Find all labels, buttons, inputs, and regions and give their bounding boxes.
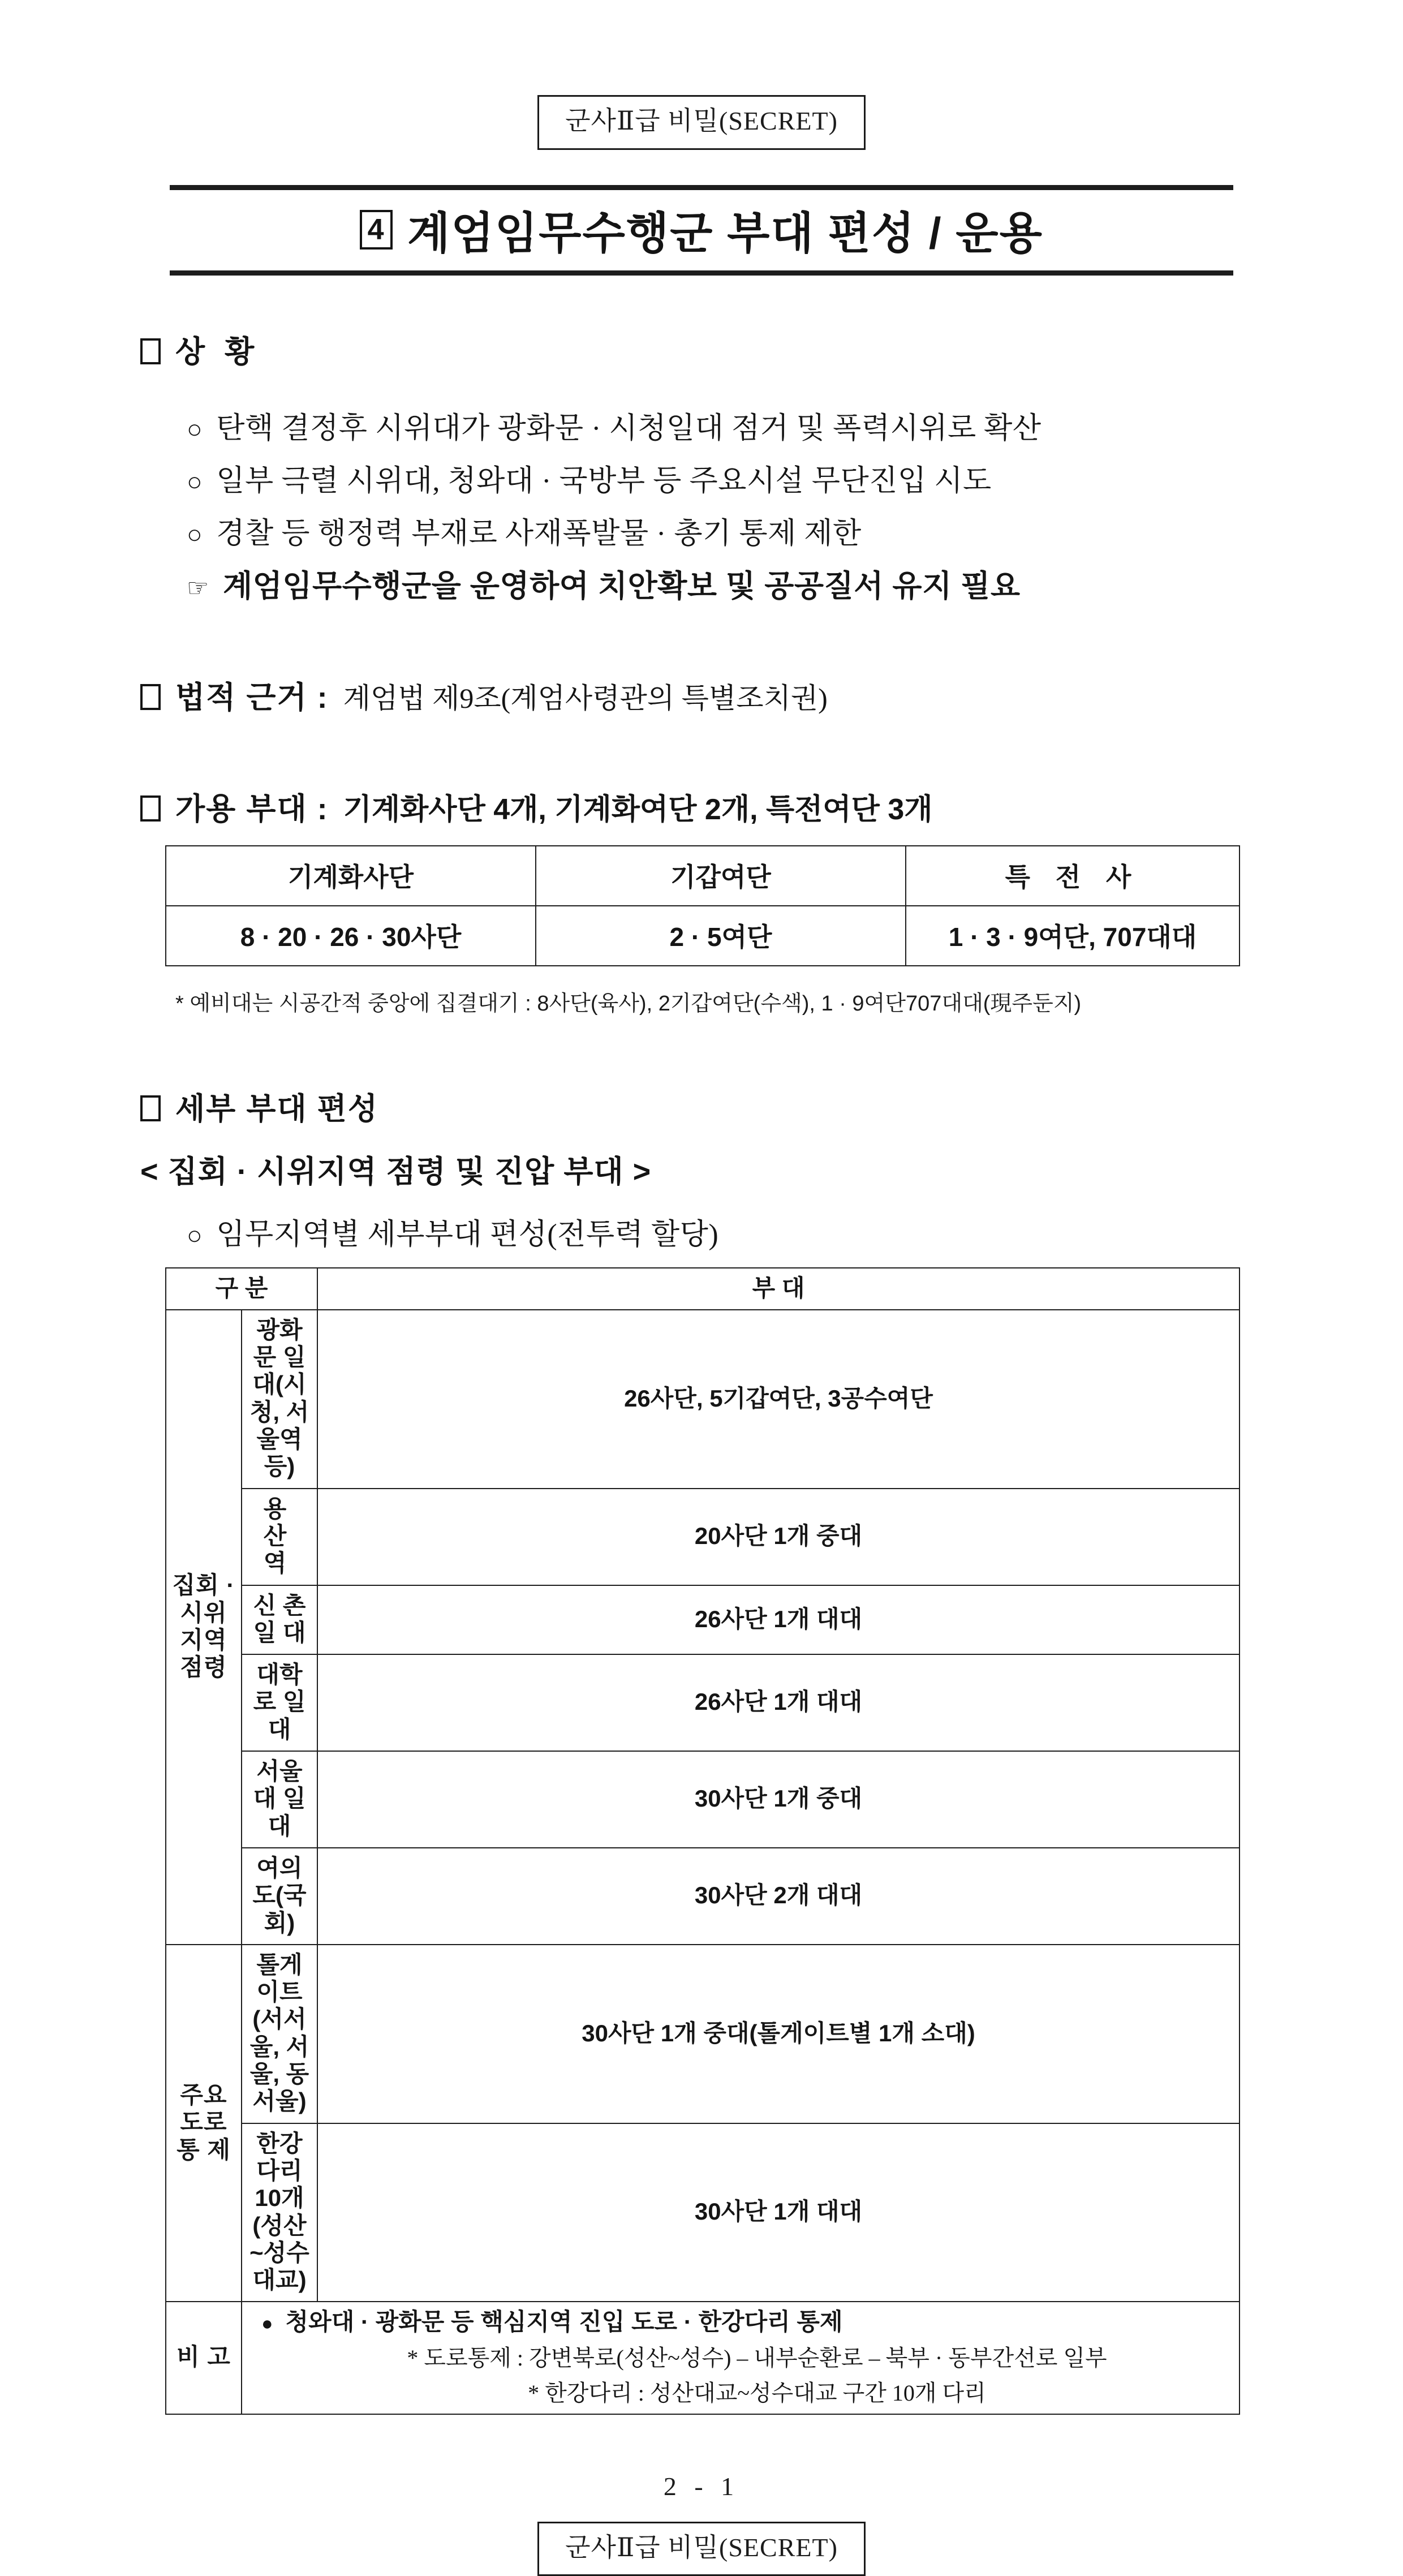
cell-unit: 26사단, 5기갑여단, 3공수여단 — [317, 1310, 1240, 1489]
situation-bullet-1 — [187, 404, 1403, 446]
table-row — [166, 1751, 1240, 1848]
cell-unit: 30사단 1개 대대 — [317, 2123, 1240, 2302]
page-title-text: 계엄임무수행군 부대 편성 / 운용 — [407, 208, 1043, 258]
cell-armored-brigade-units: 2 · 5여단 — [536, 906, 906, 966]
section-heading-detailed-organization — [140, 1085, 1403, 1128]
dot-bullet-icon: ● — [261, 2313, 273, 2335]
table-row — [166, 2123, 1240, 2302]
cell-area: 서울대 일대 — [242, 1751, 317, 1848]
circle-bullet-icon: ○ — [187, 414, 203, 444]
situation-conclusion — [187, 562, 1403, 605]
circle-bullet-icon: ○ — [187, 519, 203, 549]
section-number-box: 4 — [360, 210, 393, 250]
available-units-table — [165, 845, 1240, 966]
legal-basis-text: 계엄법 제9조(계엄사령관의 특별조치권) — [343, 682, 828, 714]
section-heading-available-units-label: 가용 부대 : — [175, 792, 329, 826]
cell-unit: 30사단 1개 중대 — [317, 1751, 1240, 1848]
table-row — [166, 1310, 1240, 1489]
circle-bullet-icon: ○ — [187, 1220, 203, 1250]
situation-bullet-2-text: 일부 극렬 시위대, 청와대 · 국방부 등 주요시설 무단진입 시도 — [216, 465, 992, 497]
table-row — [166, 906, 1240, 966]
square-bullet-icon — [140, 338, 161, 364]
cell-mech-division-units: 8 · 20 · 26 · 30사단 — [166, 906, 536, 966]
row-group-label-line1: 집회 · 시위 — [172, 1572, 235, 1626]
detailed-organization-bullet-text: 임무지역별 세부부대 편성(전투력 할당) — [216, 1218, 719, 1251]
column-header-category: 구 분 — [166, 1268, 317, 1310]
cell-area: 용 산 역 — [242, 1489, 317, 1585]
situation-conclusion-text: 계엄임무수행군을 운영하여 치안확보 및 공공질서 유지 필요 — [222, 569, 1021, 603]
section-heading-situation — [140, 328, 1403, 371]
table-row — [166, 1848, 1240, 1945]
remarks-bullet-text: 청와대 · 광화문 등 핵심지역 진입 도로 · 한강다리 통제 — [285, 2308, 843, 2336]
cell-area: 신 촌 일 대 — [242, 1585, 317, 1655]
row-group-label-line2: 통 제 — [177, 2136, 231, 2163]
square-bullet-icon — [140, 1095, 161, 1121]
table-row — [166, 1654, 1240, 1751]
available-units-footnote: * 예비대는 시공간적 중앙에 집결대기 : 8사단(육사), 2기갑여단(수색), 1 · 9여단707대대(現주둔지) — [175, 991, 1082, 1016]
document-page — [0, 95, 1403, 2562]
situation-bullet-2 — [187, 457, 1403, 499]
detailed-organization-subheading: < 집회 · 시위지역 점령 및 진압 부대 > — [140, 1154, 652, 1189]
column-header-armored-brigade: 기갑여단 — [536, 846, 906, 906]
cell-unit: 30사단 2개 대대 — [317, 1848, 1240, 1945]
row-group-label-line1: 주요도로 — [180, 2082, 227, 2136]
circle-bullet-icon: ○ — [187, 467, 203, 496]
page-title-block — [170, 185, 1233, 276]
available-units-summary: 기계화사단 4개, 기계화여단 2개, 특전여단 3개 — [343, 793, 933, 826]
section-heading-available-units — [140, 785, 1403, 828]
situation-bullet-1-text: 탄핵 결정후 시위대가 광화문 · 시청일대 점거 및 폭력시위로 확산 — [216, 412, 1042, 445]
section-heading-legal-basis-label: 법적 근거 : — [175, 680, 329, 715]
row-group-label-road-control — [166, 1945, 242, 2302]
cell-area: 여의도(국회) — [242, 1848, 317, 1945]
remarks-subline-2: * 한강다리 : 성산대교~성수대교 구간 10개 다리 — [528, 2380, 986, 2406]
classification-stamp-bottom-wrap — [0, 2522, 1403, 2576]
classification-stamp-top: 군사Ⅱ급 비밀(SECRET) — [537, 95, 866, 150]
remarks-subline-1: * 도로통제 : 강변북로(성산~성수) – 내부순환로 – 북부 · 동부간선로 일부 — [407, 2345, 1107, 2371]
square-bullet-icon — [140, 684, 161, 710]
cell-area: 광화문 일대(시청, 서울역 등) — [242, 1310, 317, 1489]
column-header-unit: 부 대 — [317, 1268, 1240, 1310]
row-group-label-assembly-protest — [166, 1310, 242, 1945]
cell-unit: 20사단 1개 중대 — [317, 1489, 1240, 1585]
column-header-mech-division: 기계화사단 — [166, 846, 536, 906]
row-group-label-line2: 지역 점령 — [180, 1626, 227, 1681]
detailed-organization-table — [165, 1267, 1240, 2415]
table-row-remarks — [166, 2302, 1240, 2414]
table-row — [166, 1585, 1240, 1655]
page-number: 2 - 1 — [663, 2471, 740, 2501]
cell-unit: 26사단 1개 대대 — [317, 1654, 1240, 1751]
cell-area: 톨게이트(서서울, 서울, 동서울) — [242, 1945, 317, 2123]
classification-stamp-top-wrap — [0, 95, 1403, 150]
situation-bullet-3 — [187, 509, 1403, 552]
square-bullet-icon — [140, 795, 161, 822]
cell-unit: 30사단 1개 중대(톨게이트별 1개 소대) — [317, 1945, 1240, 2123]
section-heading-legal-basis — [140, 673, 1403, 717]
cell-unit: 26사단 1개 대대 — [317, 1585, 1240, 1655]
row-group-label-remarks: 비 고 — [166, 2302, 242, 2414]
section-heading-detailed-organization-label: 세부 부대 편성 — [175, 1091, 378, 1126]
remarks-content — [242, 2302, 1240, 2414]
table-row — [166, 1945, 1240, 2123]
pointing-hand-icon: ☞ — [187, 574, 209, 602]
classification-stamp-bottom: 군사Ⅱ급 비밀(SECRET) — [537, 2522, 866, 2576]
remarks-bullet — [247, 2308, 1234, 2336]
cell-special-forces-units: 1 · 3 · 9여단, 707대대 — [906, 906, 1240, 966]
page-title — [360, 198, 1043, 261]
cell-area: 한강다리 10개(성산~성수대교) — [242, 2123, 317, 2302]
column-header-special-forces: 특 전 사 — [906, 846, 1240, 906]
table-header-row — [166, 846, 1240, 906]
situation-bullet-3-text: 경찰 등 행정력 부재로 사재폭발물 · 총기 통제 제한 — [216, 517, 862, 550]
cell-area: 대학로 일대 — [242, 1654, 317, 1751]
table-header-row — [166, 1268, 1240, 1310]
section-heading-situation-label: 상 황 — [175, 334, 260, 369]
detailed-organization-bullet — [187, 1210, 1403, 1253]
table-row — [166, 1489, 1240, 1585]
